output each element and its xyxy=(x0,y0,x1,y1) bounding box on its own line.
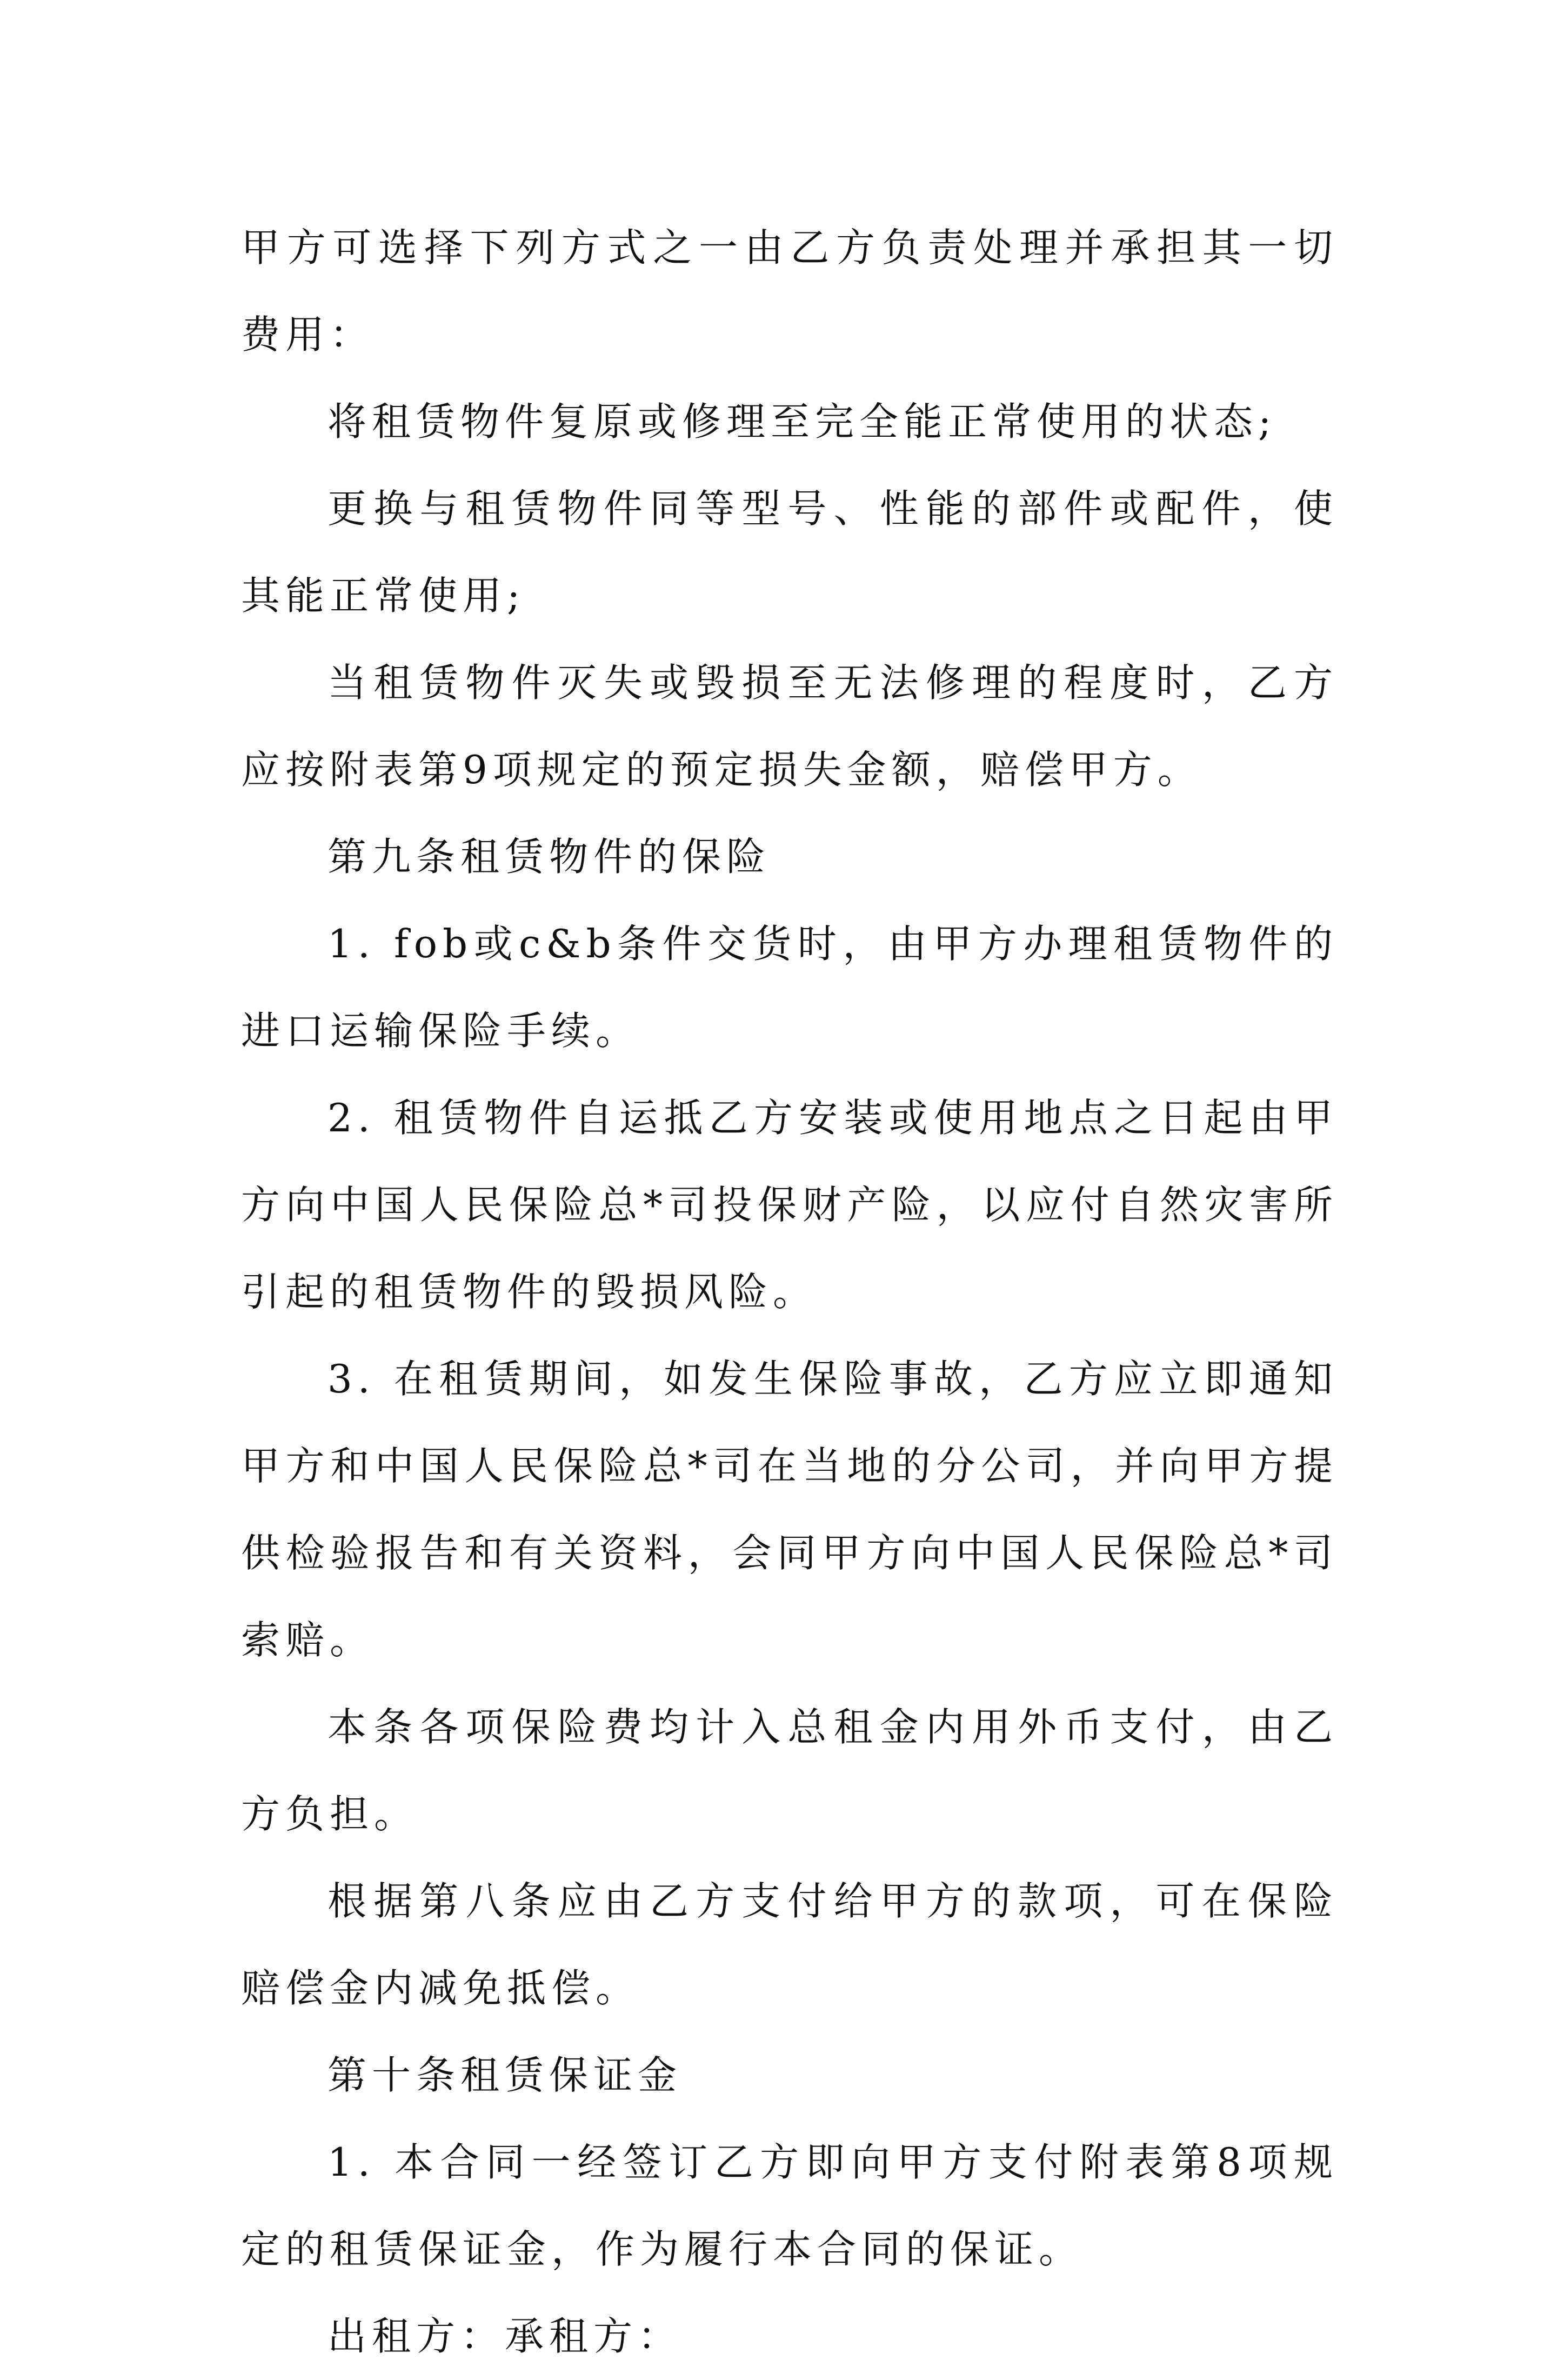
document-body xyxy=(241,204,1338,2380)
paragraph-3: 更换与租赁物件同等型号、性能的部件或配件，使其能正常使用; xyxy=(241,486,1338,618)
paragraph-9: 根据第八条应由乙方支付给甲方的款项，可在保险赔偿金内减免抵偿。 xyxy=(241,1878,1338,2011)
section-heading-10: 第十条租赁保证金 xyxy=(327,2052,683,2098)
paragraph-7: 3. 在租赁期间，如发生保险事故，乙方应立即通知甲方和中国人民保险总*司在当地的分公司，并向甲方提供检验报告和有关资料，会同甲方向中国人民保险总*司索赔。 xyxy=(241,1356,1338,1663)
paragraph-2: 将租赁物件复原或修理至完全能正常使用的状态; xyxy=(327,399,1277,444)
signature-line: 出租方：承租方： xyxy=(327,2314,683,2359)
paragraph-6: 2. 租赁物件自运抵乙方安装或使用地点之日起由甲方向中国人民保险总*司投保财产险，以应付自然灾害所引起的租赁物件的毁损风险。 xyxy=(241,1095,1338,1315)
paragraph-8: 本条各项保险费均计入总租金内用外币支付，由乙方负担。 xyxy=(241,1704,1338,1837)
paragraph-1: 甲方可选择下列方式之一由乙方负责处理并承担其一切费用： xyxy=(241,225,1338,357)
paragraph-4: 当租赁物件灭失或毁损至无法修理的程度时，乙方应按附表第9项规定的预定损失金额，赔偿甲方。 xyxy=(241,660,1338,792)
paragraph-5: 1. fob或c&b条件交货时，由甲方办理租赁物件的进口运输保险手续。 xyxy=(241,921,1338,1054)
section-heading-9: 第九条租赁物件的保险 xyxy=(327,834,771,879)
paragraph-10: 1. 本合同一经签订乙方即向甲方支付附表第8项规定的租赁保证金，作为履行本合同的保证。 xyxy=(241,2139,1338,2272)
